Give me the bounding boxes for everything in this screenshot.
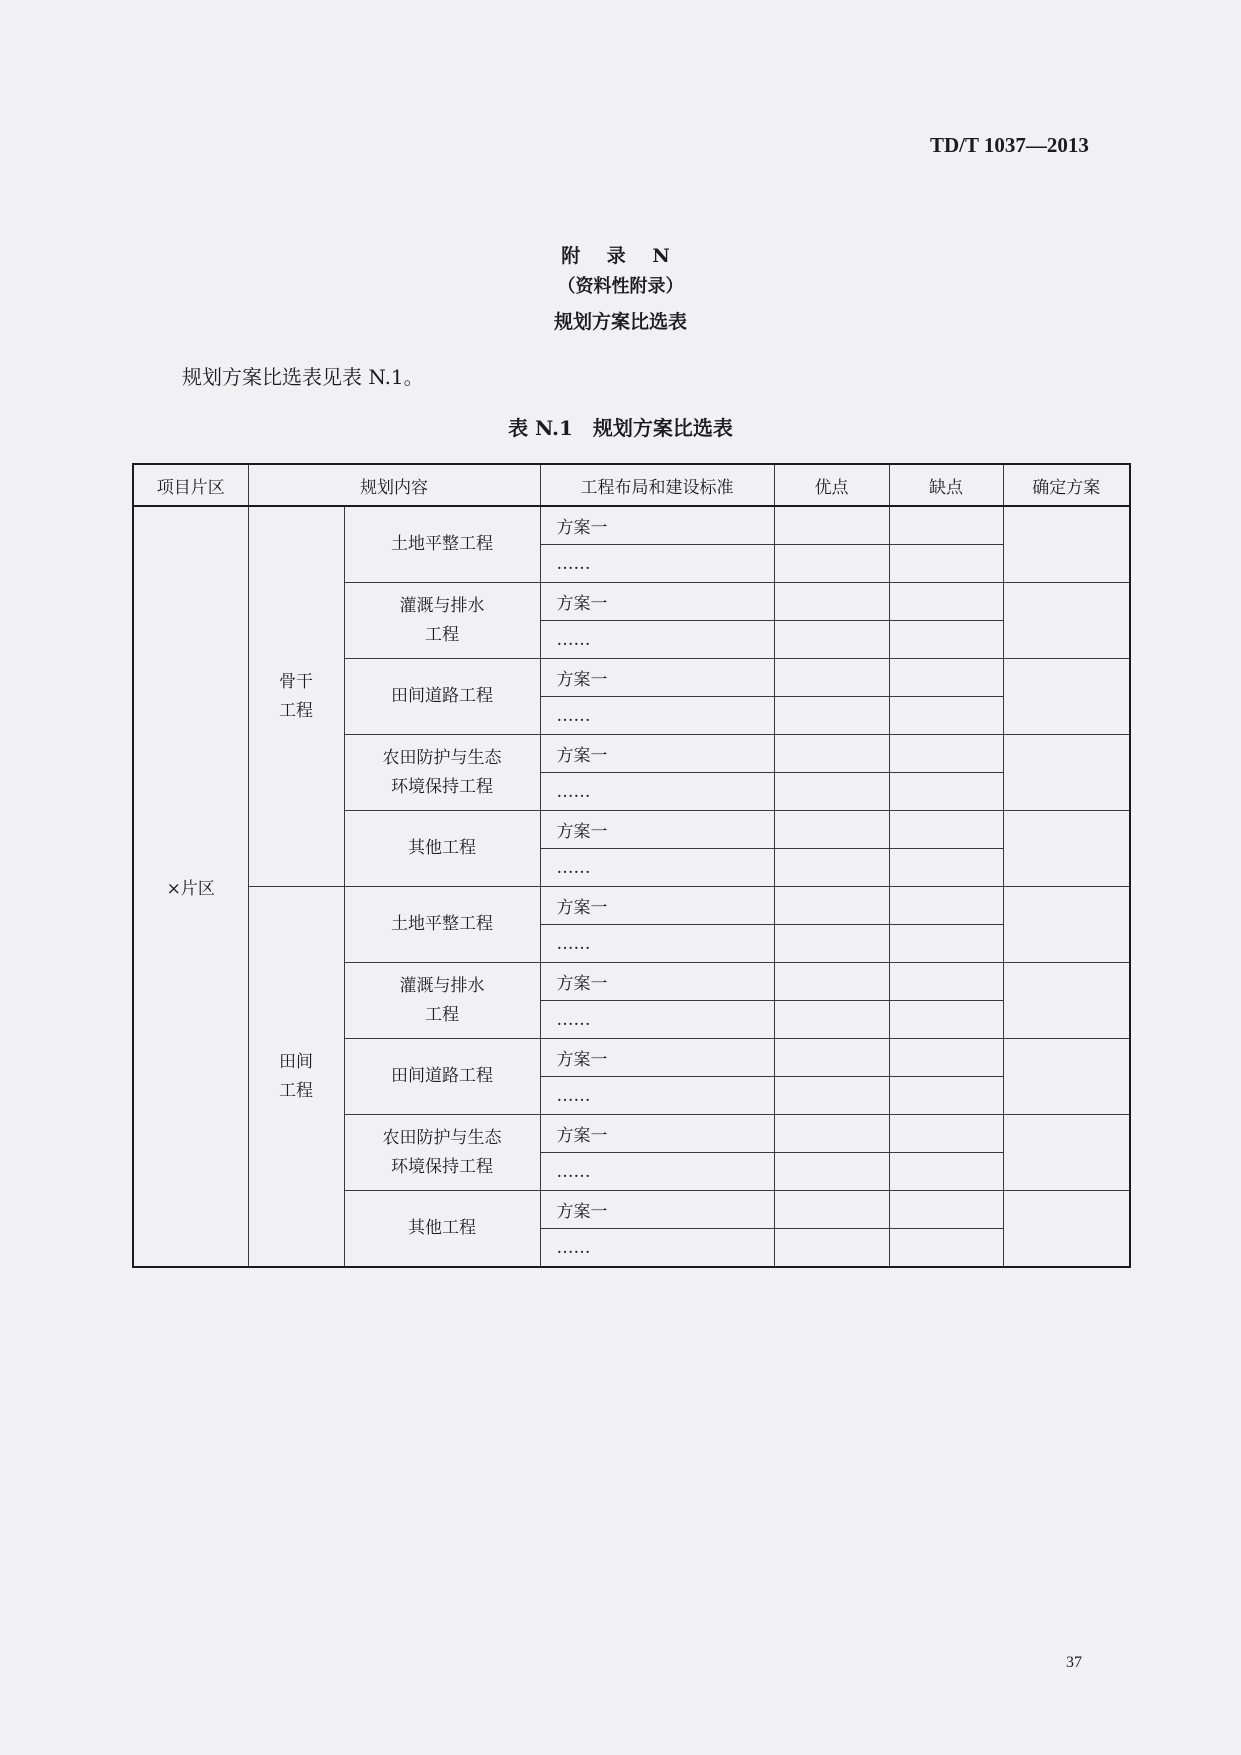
cons-cell xyxy=(889,697,1003,735)
decision-cell xyxy=(1003,1115,1130,1191)
header-cell: 规划内容 xyxy=(248,464,540,506)
cons-cell xyxy=(889,583,1003,621)
cons-cell xyxy=(889,773,1003,811)
appendix-nature: （资料性附录） xyxy=(557,276,684,297)
item-cell: 田间道路工程 xyxy=(344,659,540,735)
pros-cell xyxy=(774,735,889,773)
pros-cell xyxy=(774,1115,889,1153)
cons-cell xyxy=(889,1077,1003,1115)
cons-cell xyxy=(889,811,1003,849)
decision-cell xyxy=(1003,811,1130,887)
decision-cell xyxy=(1003,583,1130,659)
decision-cell xyxy=(1003,1039,1130,1115)
scheme-cell: 方案一 xyxy=(540,811,774,849)
decision-cell xyxy=(1003,963,1130,1039)
scheme-cell: …… xyxy=(540,773,774,811)
decision-cell xyxy=(1003,1191,1130,1268)
scheme-cell: …… xyxy=(540,925,774,963)
scheme-cell: …… xyxy=(540,545,774,583)
table-caption: 表 N.1 规划方案比选表 xyxy=(508,416,733,440)
cons-cell xyxy=(889,545,1003,583)
item-cell: 灌溉与排水 工程 xyxy=(344,963,540,1039)
scheme-cell: …… xyxy=(540,697,774,735)
pros-cell xyxy=(774,849,889,887)
decision-cell xyxy=(1003,735,1130,811)
pros-cell xyxy=(774,1229,889,1268)
pros-cell xyxy=(774,963,889,1001)
item-cell: 农田防护与生态 环境保持工程 xyxy=(344,735,540,811)
group-cell: 骨干 工程 xyxy=(248,506,344,887)
item-cell: 农田防护与生态 环境保持工程 xyxy=(344,1115,540,1191)
header-cell: 确定方案 xyxy=(1003,464,1130,506)
decision-cell xyxy=(1003,506,1130,583)
pros-cell xyxy=(774,506,889,545)
cons-cell xyxy=(889,621,1003,659)
header-cell: 项目片区 xyxy=(133,464,248,506)
scheme-cell: 方案一 xyxy=(540,583,774,621)
item-cell: 土地平整工程 xyxy=(344,506,540,583)
cons-cell xyxy=(889,1039,1003,1077)
header-cell: 工程布局和建设标准 xyxy=(540,464,774,506)
table-header-row xyxy=(133,464,1130,506)
cons-cell xyxy=(889,1229,1003,1268)
scheme-cell: …… xyxy=(540,1001,774,1039)
cons-cell xyxy=(889,1001,1003,1039)
scheme-cell: …… xyxy=(540,849,774,887)
scheme-cell: 方案一 xyxy=(540,1039,774,1077)
standard-code: TD/T 1037—2013 xyxy=(930,133,1089,157)
cons-cell xyxy=(889,659,1003,697)
scheme-cell: 方案一 xyxy=(540,1191,774,1229)
scheme-cell: …… xyxy=(540,1077,774,1115)
cons-cell xyxy=(889,1191,1003,1229)
scheme-cell: …… xyxy=(540,1229,774,1268)
pros-cell xyxy=(774,773,889,811)
pros-cell xyxy=(774,1153,889,1191)
item-cell: 灌溉与排水 工程 xyxy=(344,583,540,659)
pros-cell xyxy=(774,1001,889,1039)
pros-cell xyxy=(774,697,889,735)
decision-cell xyxy=(1003,887,1130,963)
comparison-table xyxy=(132,463,1131,1268)
header-cell: 优点 xyxy=(774,464,889,506)
header-cell: 缺点 xyxy=(889,464,1003,506)
pros-cell xyxy=(774,811,889,849)
pros-cell xyxy=(774,1039,889,1077)
pros-cell xyxy=(774,887,889,925)
item-cell: 其他工程 xyxy=(344,811,540,887)
pros-cell xyxy=(774,621,889,659)
scheme-cell: 方案一 xyxy=(540,735,774,773)
scheme-cell: 方案一 xyxy=(540,506,774,545)
group-cell: 田间 工程 xyxy=(248,887,344,1268)
cons-cell xyxy=(889,506,1003,545)
cons-cell xyxy=(889,735,1003,773)
pros-cell xyxy=(774,583,889,621)
page-number: 37 xyxy=(1066,1654,1082,1671)
cons-cell xyxy=(889,849,1003,887)
scheme-cell: …… xyxy=(540,1153,774,1191)
cons-cell xyxy=(889,1153,1003,1191)
scheme-cell: 方案一 xyxy=(540,659,774,697)
cons-cell xyxy=(889,925,1003,963)
scheme-cell: 方案一 xyxy=(540,887,774,925)
scheme-cell: …… xyxy=(540,621,774,659)
decision-cell xyxy=(1003,659,1130,735)
pros-cell xyxy=(774,545,889,583)
item-cell: 土地平整工程 xyxy=(344,887,540,963)
item-cell: 其他工程 xyxy=(344,1191,540,1268)
table-row xyxy=(133,506,1130,545)
scheme-cell: 方案一 xyxy=(540,963,774,1001)
pros-cell xyxy=(774,659,889,697)
appendix-title: 附 录 N xyxy=(561,245,680,267)
intro-paragraph: 规划方案比选表见表 N.1。 xyxy=(182,365,424,389)
item-cell: 田间道路工程 xyxy=(344,1039,540,1115)
pros-cell xyxy=(774,925,889,963)
area-cell: ×片区 xyxy=(133,506,248,1267)
cons-cell xyxy=(889,887,1003,925)
cons-cell xyxy=(889,1115,1003,1153)
scheme-cell: 方案一 xyxy=(540,1115,774,1153)
pros-cell xyxy=(774,1077,889,1115)
table-row xyxy=(133,887,1130,925)
pros-cell xyxy=(774,1191,889,1229)
cons-cell xyxy=(889,963,1003,1001)
appendix-name: 规划方案比选表 xyxy=(553,311,687,333)
